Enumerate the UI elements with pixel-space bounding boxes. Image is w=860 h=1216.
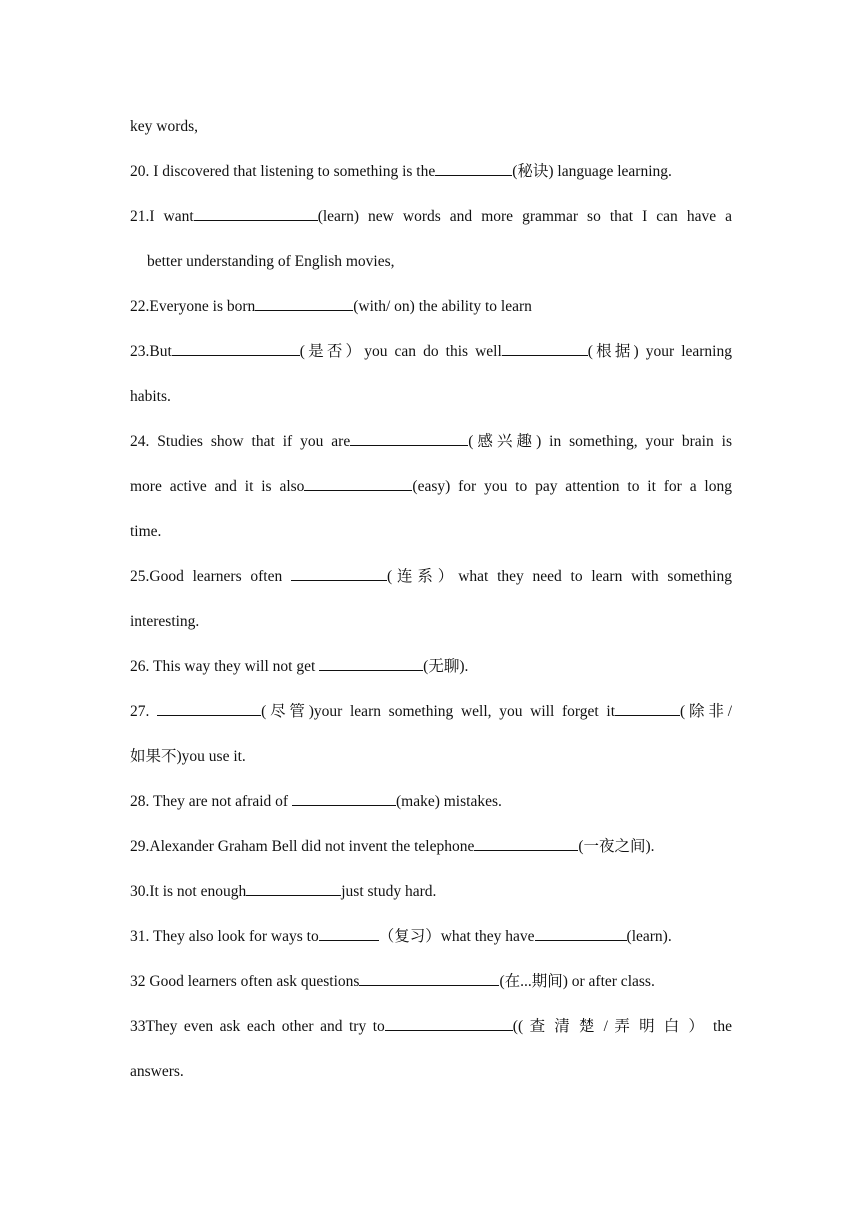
question-25-continued: interesting. (130, 613, 200, 630)
question-33: 33They even ask each other and try to (( 查 清 楚 / 弄 明 白 ） the (130, 1018, 732, 1035)
question-21-continued: better understanding of English movies, (147, 253, 395, 270)
question-25: 25.Good learners often (连系）what they need to learn with something (130, 568, 732, 585)
question-24-end: time. (130, 523, 162, 540)
answer-blank[interactable] (502, 341, 588, 356)
answer-blank[interactable] (172, 341, 300, 356)
question-21: 21.I want (learn) new words and more grammar so that I can have a (130, 208, 732, 225)
answer-blank[interactable] (435, 161, 512, 176)
question-20: 20. I discovered that listening to something is the (秘诀) language learning. (130, 163, 672, 180)
answer-blank[interactable] (194, 206, 318, 221)
question-32: 32 Good learners often ask questions (在...期间) or after class. (130, 973, 655, 990)
question-33-continued: answers. (130, 1063, 184, 1080)
question-24-continued: more active and it is also (easy) for you to pay attention to it for a long (130, 478, 732, 495)
answer-blank[interactable] (292, 791, 396, 806)
question-27-continued: 如果不)you use it. (130, 748, 246, 765)
question-26: 26. This way they will not get (无聊). (130, 658, 469, 675)
answer-blank[interactable] (319, 926, 379, 941)
worksheet-page (130, 104, 732, 1094)
question-23: 23.But (是否）you can do this well (根据) your learning (130, 343, 732, 360)
answer-blank[interactable] (304, 476, 412, 491)
question-27: 27. (尽管)your learn something well, you will forget it (除非/ (130, 703, 732, 720)
answer-blank[interactable] (157, 701, 261, 716)
question-30: 30.It is not enough just study hard. (130, 883, 437, 900)
question-23-continued: habits. (130, 388, 171, 405)
text-line-1: key words, (130, 118, 199, 135)
answer-blank[interactable] (535, 926, 627, 941)
answer-blank[interactable] (359, 971, 499, 986)
question-28: 28. They are not afraid of (make) mistakes. (130, 793, 502, 810)
answer-blank[interactable] (291, 566, 387, 581)
question-22: 22.Everyone is born (with/ on) the ability to learn (130, 298, 532, 315)
answer-blank[interactable] (246, 881, 341, 896)
answer-blank[interactable] (350, 431, 468, 446)
question-31: 31. They also look for ways to （复习）what they have (learn). (130, 928, 672, 945)
answer-blank[interactable] (255, 296, 353, 311)
answer-blank[interactable] (474, 836, 578, 851)
question-24: 24. Studies show that if you are (感兴趣) in something, your brain is (130, 433, 732, 450)
answer-blank[interactable] (319, 656, 423, 671)
answer-blank[interactable] (615, 701, 680, 716)
answer-blank[interactable] (385, 1016, 513, 1031)
question-29: 29.Alexander Graham Bell did not invent the telephone (一夜之间). (130, 838, 655, 855)
